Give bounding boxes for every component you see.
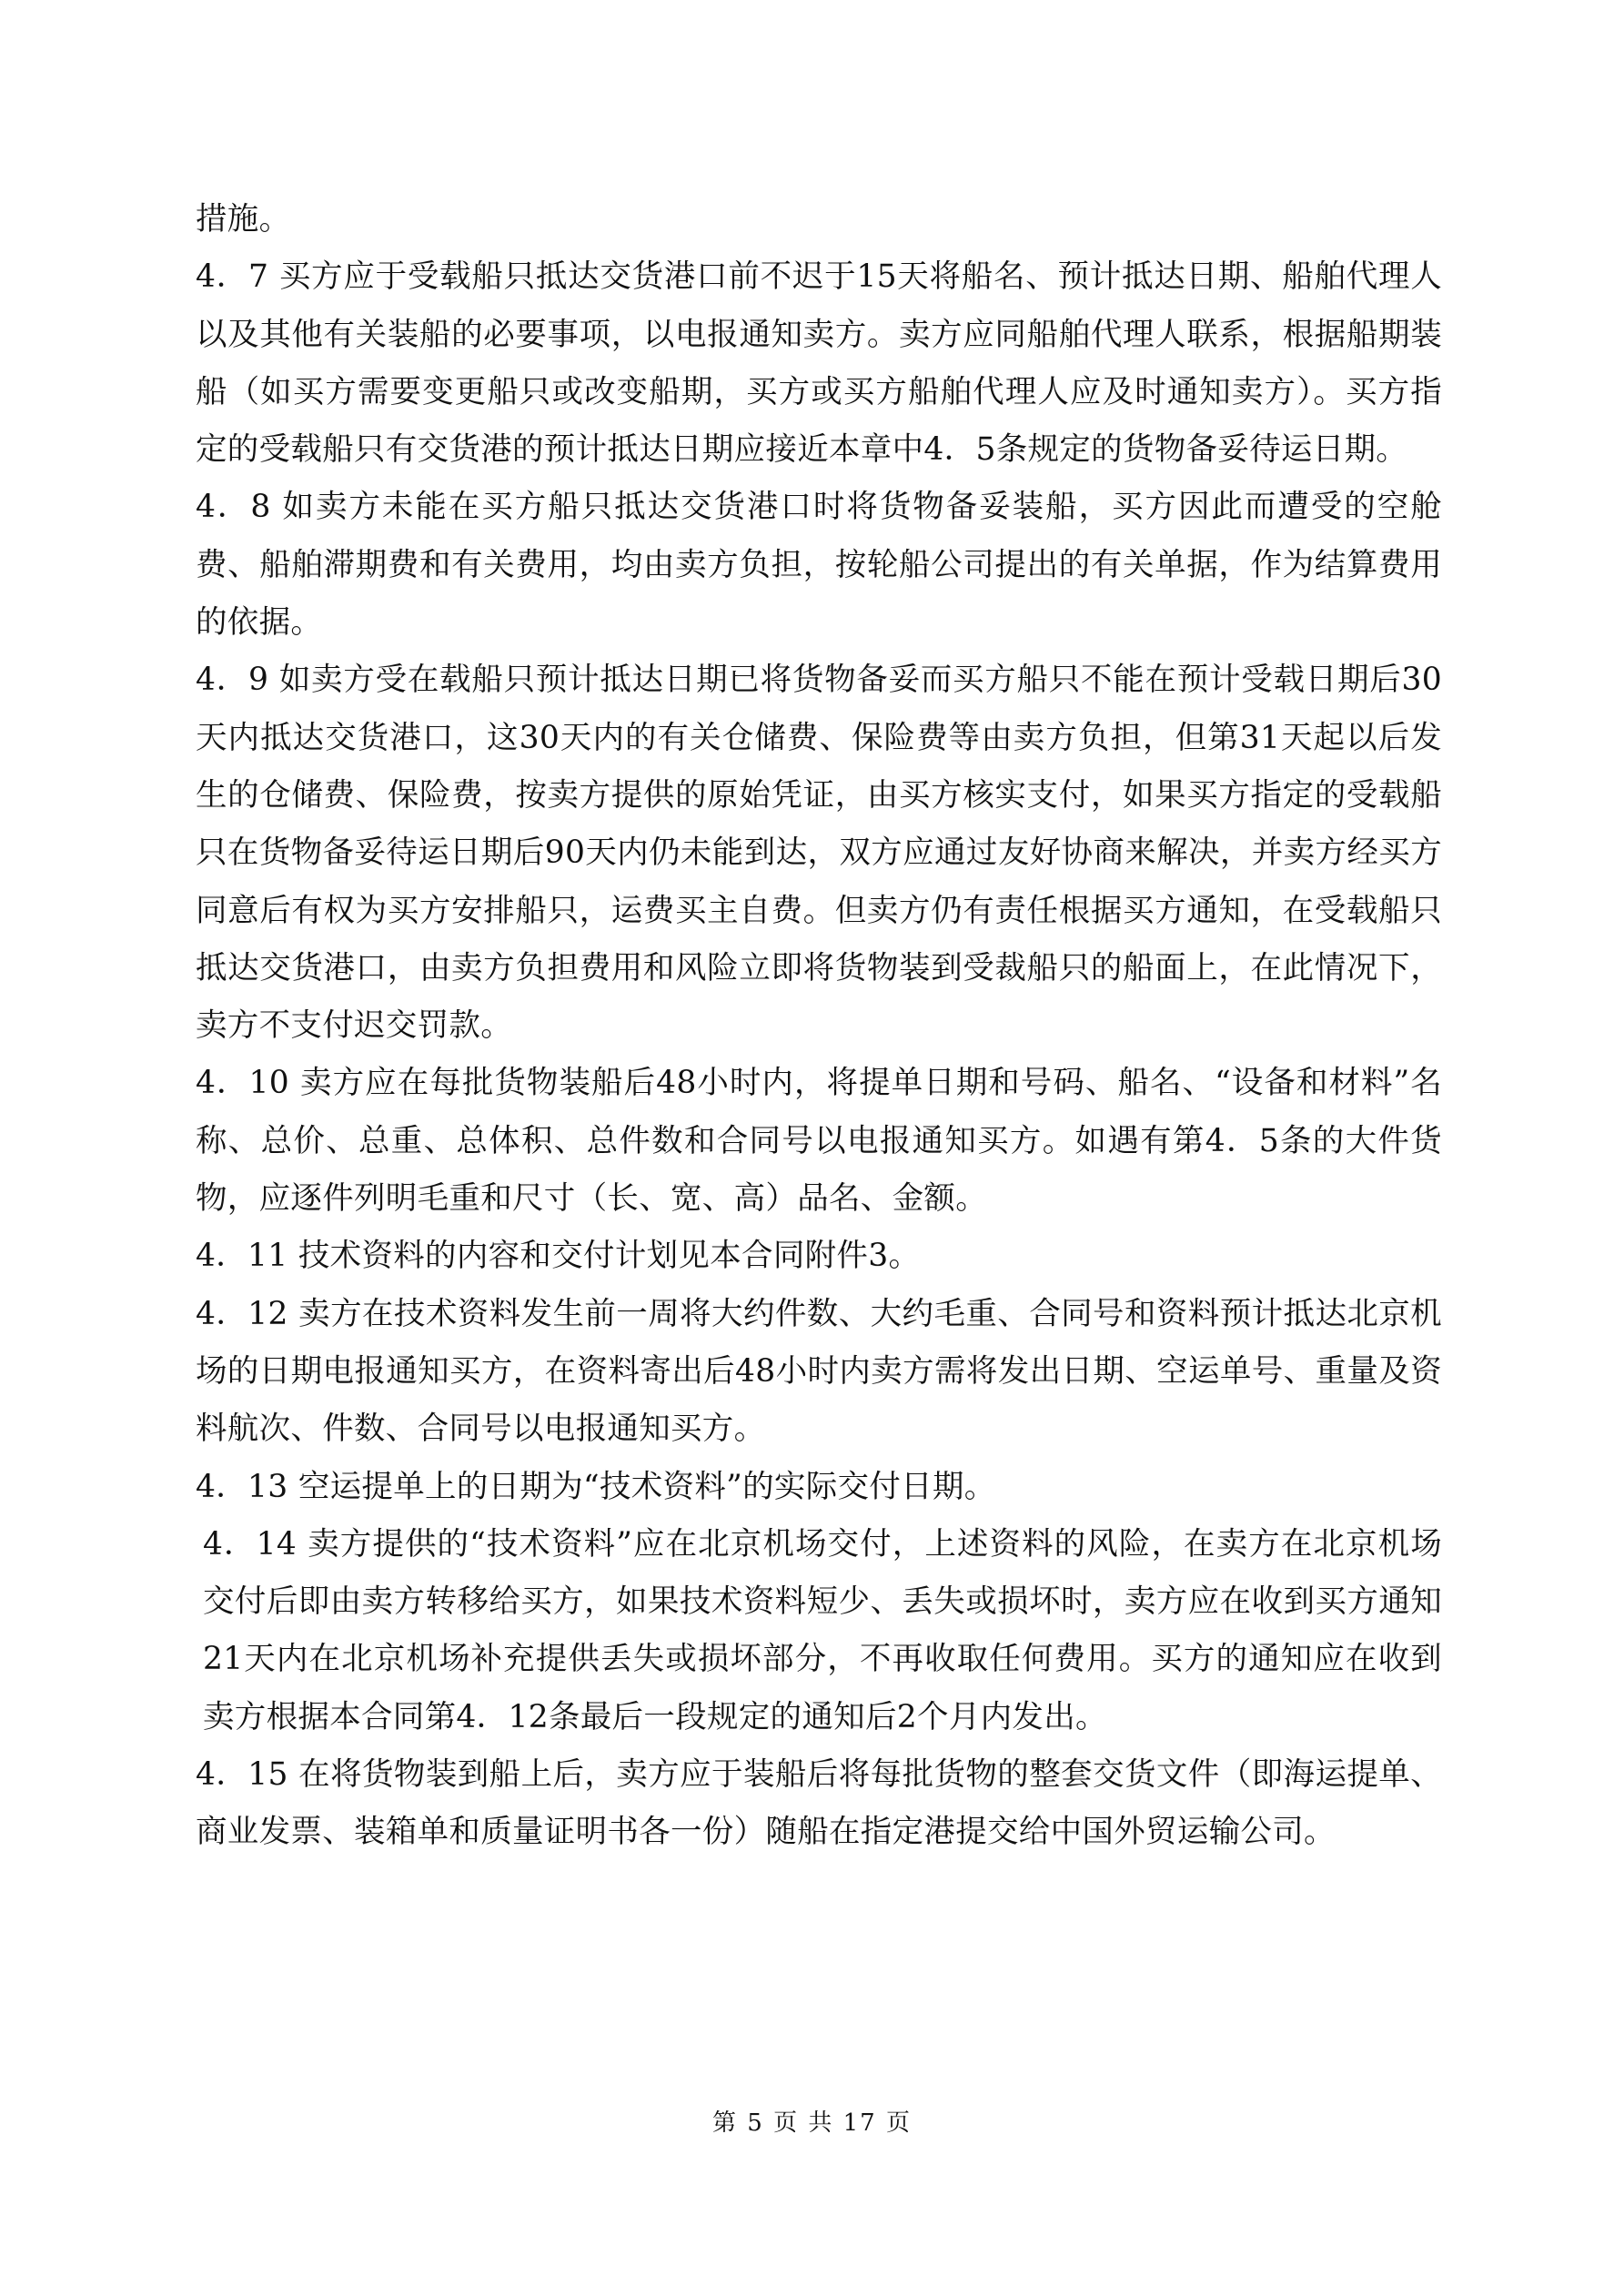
clause-4-7: 4．7 买方应于受载船只抵达交货港口前不迟于15天将船名、预计抵达日期、船舶代理人以及其他有关装船的必要事项，以电报通知卖方。卖方应同船舶代理人联系，根据船期装船（如买方需要变更船只或改变船期，买方或买方船舶代理人应及时通知卖方）。买方指定的受载船只有交货港的预计抵达日期应接近本章中4．5条规定的货物备妥待运日期。	[196, 258, 1442, 469]
clause-4-15: 4．15 在将货物装到船上后，卖方应于装船后将每批货物的整套交货文件（即海运提单、商业发票、装箱单和质量证明书各一份）随船在指定港提交给中国外贸运输公司。	[196, 1756, 1442, 1851]
clause-4-9: 4．9 如卖方受在载船只预计抵达日期已将货物备妥而买方船只不能在预计受载日期后30天内抵达交货港口，这30天内的有关仓储费、保险费等由卖方负担，但第31天起以后发生的仓储费、保险费，按卖方提供的原始凭证，由买方核实支付，如果买方指定的受载船只在货物备妥待运日期后90天内仍未能到达，双方应通过友好协商来解决，并卖方经买方同意后有权为买方安排船只，运费买主自费。但卖方仍有责任根据买方通知，在受载船只抵达交货港口，由卖方负担费用和风险立即将货物装到受裁船只的船面上，在此情况下，卖方不支付迟交罚款。	[196, 662, 1442, 1045]
clause-4-8: 4．8 如卖方未能在买方船只抵达交货港口时将货物备妥装船，买方因此而遭受的空舱费、船舶滞期费和有关费用，均由卖方负担，按轮船公司提出的有关单据，作为结算费用的依据。	[196, 489, 1442, 642]
clause-4-10: 4．10 卖方应在每批货物装船后48小时内，将提单日期和号码、船名、“设备和材料”名称、总价、总重、总体积、总件数和合同号以电报通知买方。如遇有第4．5条的大件货物，应逐件列明毛重和尺寸（长、宽、高）品名、金额。	[196, 1065, 1442, 1218]
clause-4-14: 4．14 卖方提供的“技术资料”应在北京机场交付，上述资料的风险，在卖方在北京机场交付后即由卖方转移给买方，如果技术资料短少、丢失或损坏时，卖方应在收到买方通知21天内在北京机场补充提供丢失或损坏部分，不再收取任何费用。买方的通知应在收到卖方根据本合同第4．12条最后一段规定的通知后2个月内发出。	[203, 1525, 1442, 1735]
clause-4-12: 4．12 卖方在技术资料发生前一周将大约件数、大约毛重、合同号和资料预计抵达北京机场的日期电报通知买方，在资料寄出后48小时内卖方需将发出日期、空运单号、重量及资料航次、件数、合同号以电报通知买方。	[196, 1295, 1442, 1448]
paragraph-measures-continuation: 措施。	[196, 201, 291, 238]
page-number-footer: 第 5 页 共 17 页	[712, 2109, 912, 2137]
clause-4-11: 4．11 技术资料的内容和交付计划见本合同附件3。	[196, 1238, 921, 1275]
clause-4-13: 4．13 空运提单上的日期为“技术资料”的实际交付日期。	[196, 1468, 996, 1505]
contract-body	[196, 191, 1442, 1862]
